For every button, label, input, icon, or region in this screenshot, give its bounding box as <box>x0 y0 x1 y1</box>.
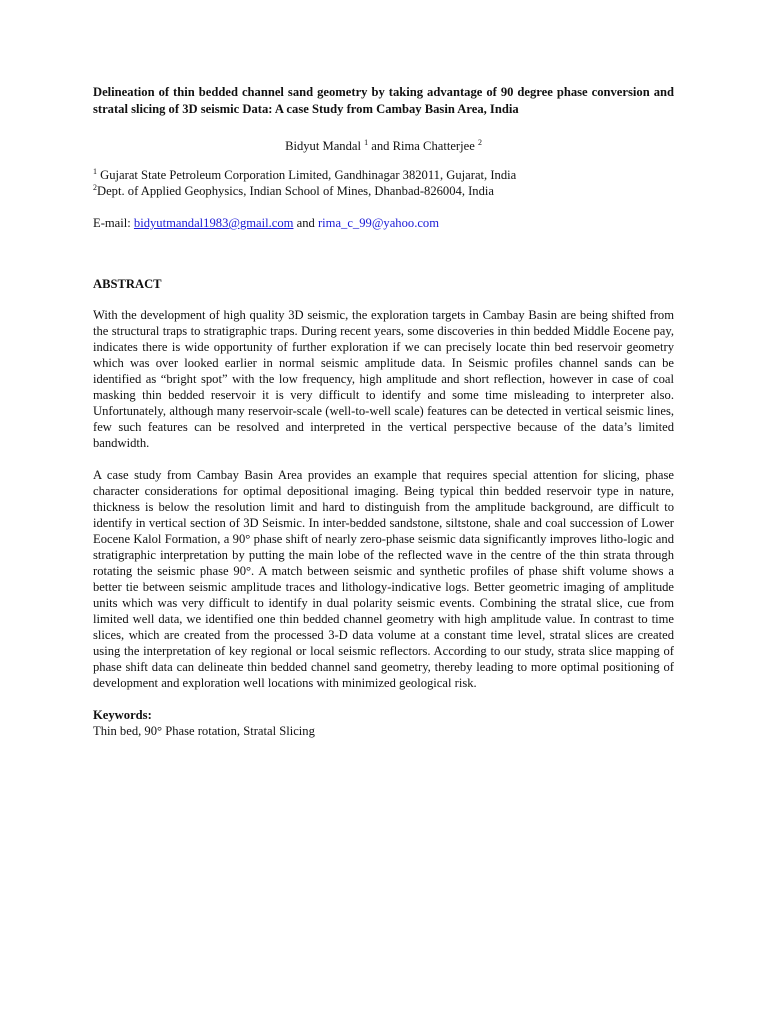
affiliation-1 <box>93 167 674 183</box>
author-1-superscript: 1 <box>364 138 369 147</box>
paper-page <box>93 84 674 739</box>
email-label: E-mail: <box>93 216 134 230</box>
email-link-1[interactable]: bidyutmandal1983@gmail.com <box>133 216 294 230</box>
abstract-paragraph-1: With the development of high quality 3D seismic, the exploration targets in Cambay Basin are being shifted from the structural traps to stratigraphic traps. During recent years, some discoveries in thin bedded Middle Eocene pay, indicates there is wide opportunity of further exploration if we can precisely locate thin bed reservoir geometry which was over looked earlier in normal seismic amplitude data. In Seismic profiles channel sands can be identified as “bright spot” with the low frequency, high amplitude and short reflection, however in case of coal masking thin bedded reservoir it is very difficult to identify and some time misleading to interpreter also. Unfortunately, although many reservoir-scale (well-to-well scale) features can be detected in vertical seismic lines, few such features can be resolved and interpreted in the vertical perspective because of the data’s limited bandwidth. <box>93 308 674 450</box>
abstract-paragraph-2: A case study from Cambay Basin Area provides an example that requires special attention for slicing, phase character considerations for optimal depositional imaging. Being typical thin bedded reservoir type in nature, thickness is below the resolution limit and hard to distinguish from the amplitude background, are difficult to identify in vertical section of 3D Seismic. In inter-bedded sandstone, siltstone, shale and coal succession of Lower Eocene Kalol Formation, a 90° phase shift of nearly zero-phase seismic data significantly improves litho-logic and stratigraphic interpretation by putting the main lobe of the reflected wave in the centre of the thin strata through rotating the seismic phase 90°. A match between seismic and synthetic profiles of phase shift volume shows a better tie between seismic amplitude traces and lithology-indicative logs. Better geometric imaging of amplitude units which was very difficult to identify in dual polarity seismic events. Combining the stratal slice, cue from limited well data, we identified one thin bedded channel geometry with high amplitude value. In contrast to time slices, which are created from the processed 3-D data volume at a constant time level, stratal slices are created using the interpretation of key regional or local seismic reflectors. According to our study, strata slice mapping of phase shift data can delineate thin bedded channel sand geometry, thereby leading to more optimal positioning of development and exploration well locations with minimized geological risk. <box>93 468 674 690</box>
email-join: and <box>293 216 318 230</box>
abstract-heading: ABSTRACT <box>93 277 162 291</box>
affiliation-1-superscript: 1 <box>93 167 97 176</box>
affiliation-2 <box>93 183 674 199</box>
keywords-heading: Keywords: <box>93 708 152 722</box>
affiliation-2-superscript: 2 <box>93 183 97 192</box>
author-1: Bidyut Mandal <box>285 139 365 153</box>
affiliations <box>93 167 674 199</box>
keywords-list: Thin bed, 90° Phase rotation, Stratal Slicing <box>93 724 315 738</box>
affiliation-2-text: Dept. of Applied Geophysics, Indian School of Mines, Dhanbad-826004, India <box>97 184 494 198</box>
email-link-2[interactable]: rima_c_99@yahoo.com <box>317 216 440 230</box>
author-line <box>93 138 674 154</box>
author-join: and Rima Chatterjee <box>368 139 478 153</box>
author-2-superscript: 2 <box>477 138 482 147</box>
affiliation-1-text: Gujarat State Petroleum Corporation Limited, Gandhinagar 382011, Gujarat, India <box>97 168 517 182</box>
paper-title: Delineation of thin bedded channel sand geometry by taking advantage of 90 degree phase conversion and stratal slicing of 3D seismic Data: A case Study from Cambay Basin Area, India <box>93 85 674 116</box>
email-line <box>93 215 674 231</box>
